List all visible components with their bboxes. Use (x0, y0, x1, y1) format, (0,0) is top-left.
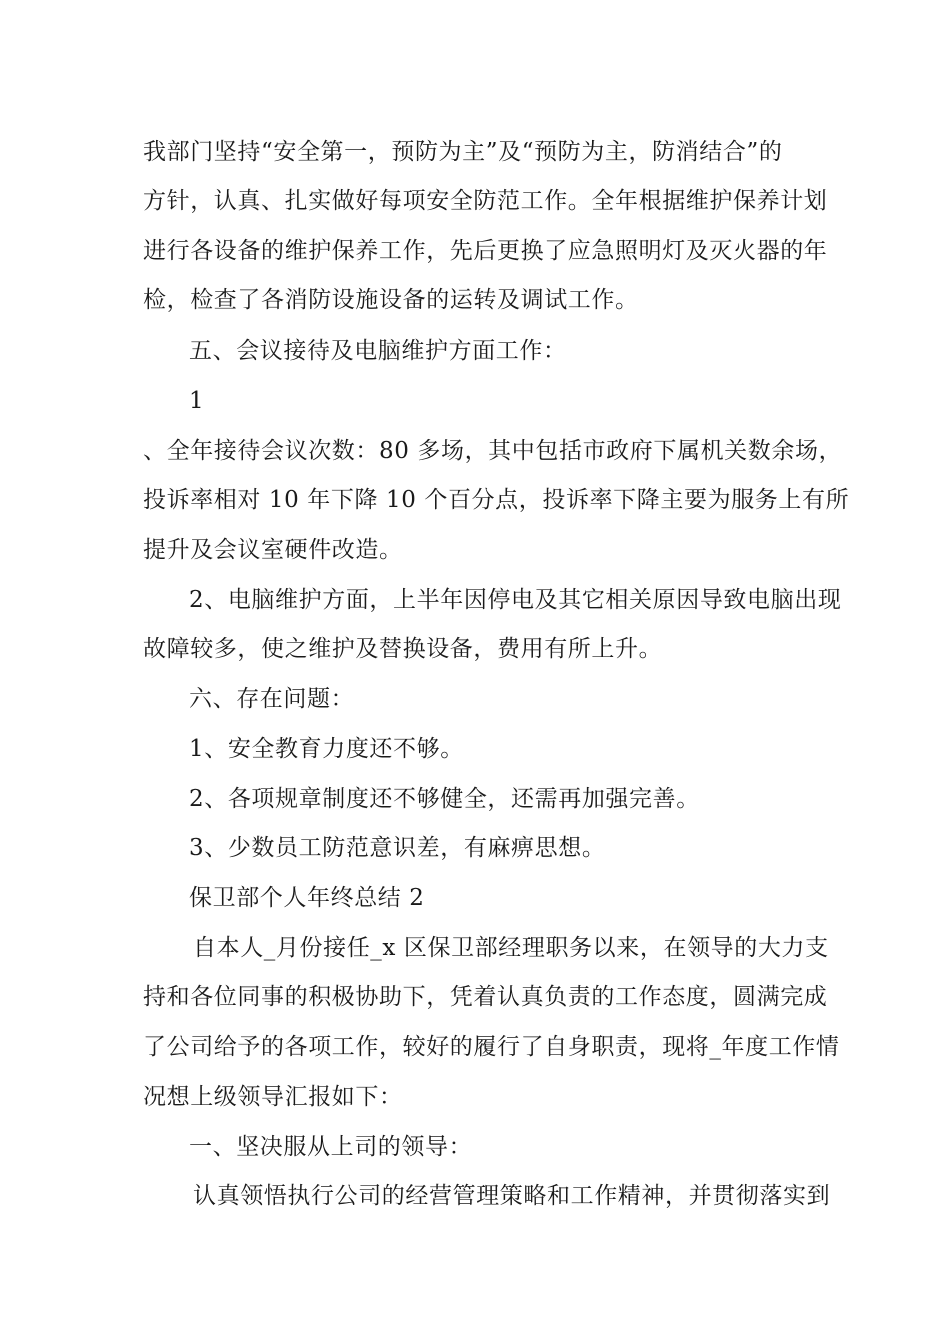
document-subtitle: 保卫部个人年终总结 2 (189, 885, 425, 911)
body-text-line: 了公司给予的各项工作，较好的履行了自身职责，现将_年度工作情 (143, 1034, 840, 1060)
list-item: 2、各项规章制度还不够健全，还需再加强完善。 (189, 786, 700, 812)
body-text-line: 投诉率相对 10 年下降 10 个百分点，投诉率下降主要为服务上有所 (143, 487, 850, 513)
list-item: 2、电脑维护方面，上半年因停电及其它相关原因导致电脑出现 (189, 587, 842, 613)
body-text-line: 故障较多，使之维护及替换设备，费用有所上升。 (143, 636, 663, 662)
body-text-line: 自本人_月份接任_x 区保卫部经理职务以来，在领导的大力支 (193, 935, 829, 961)
body-text-line: 况想上级领导汇报如下： (143, 1084, 403, 1110)
section-heading: 一、坚决服从上司的领导： (189, 1134, 473, 1160)
body-text-line: 检，检查了各消防设施设备的运转及调试工作。 (143, 287, 639, 313)
list-item: 1、安全教育力度还不够。 (189, 736, 464, 762)
list-item: 3、少数员工防范意识差，有麻痹思想。 (189, 835, 606, 861)
body-text-line: 进行各设备的维护保养工作，先后更换了应急照明灯及灭火器的年 (143, 238, 828, 264)
body-text-line: 认真领悟执行公司的经营管理策略和工作精神，并贯彻落实到 (193, 1183, 831, 1209)
body-text-line: 提升及会议室硬件改造。 (143, 537, 403, 563)
body-text-line: 、全年接待会议次数：80 多场，其中包括市政府下属机关数余场， (143, 438, 843, 464)
body-text-line: 我部门坚持“安全第一，预防为主”及“预防为主，防消结合”的 (143, 139, 783, 165)
body-text-line: 持和各位同事的积极协助下，凭着认真负责的工作态度，圆满完成 (143, 984, 828, 1010)
section-heading: 五、会议接待及电脑维护方面工作： (189, 338, 567, 364)
section-heading: 六、存在问题： (189, 686, 355, 712)
list-number: 1 (189, 388, 205, 414)
body-text-line: 方针，认真、扎实做好每项安全防范工作。全年根据维护保养计划 (143, 188, 828, 214)
